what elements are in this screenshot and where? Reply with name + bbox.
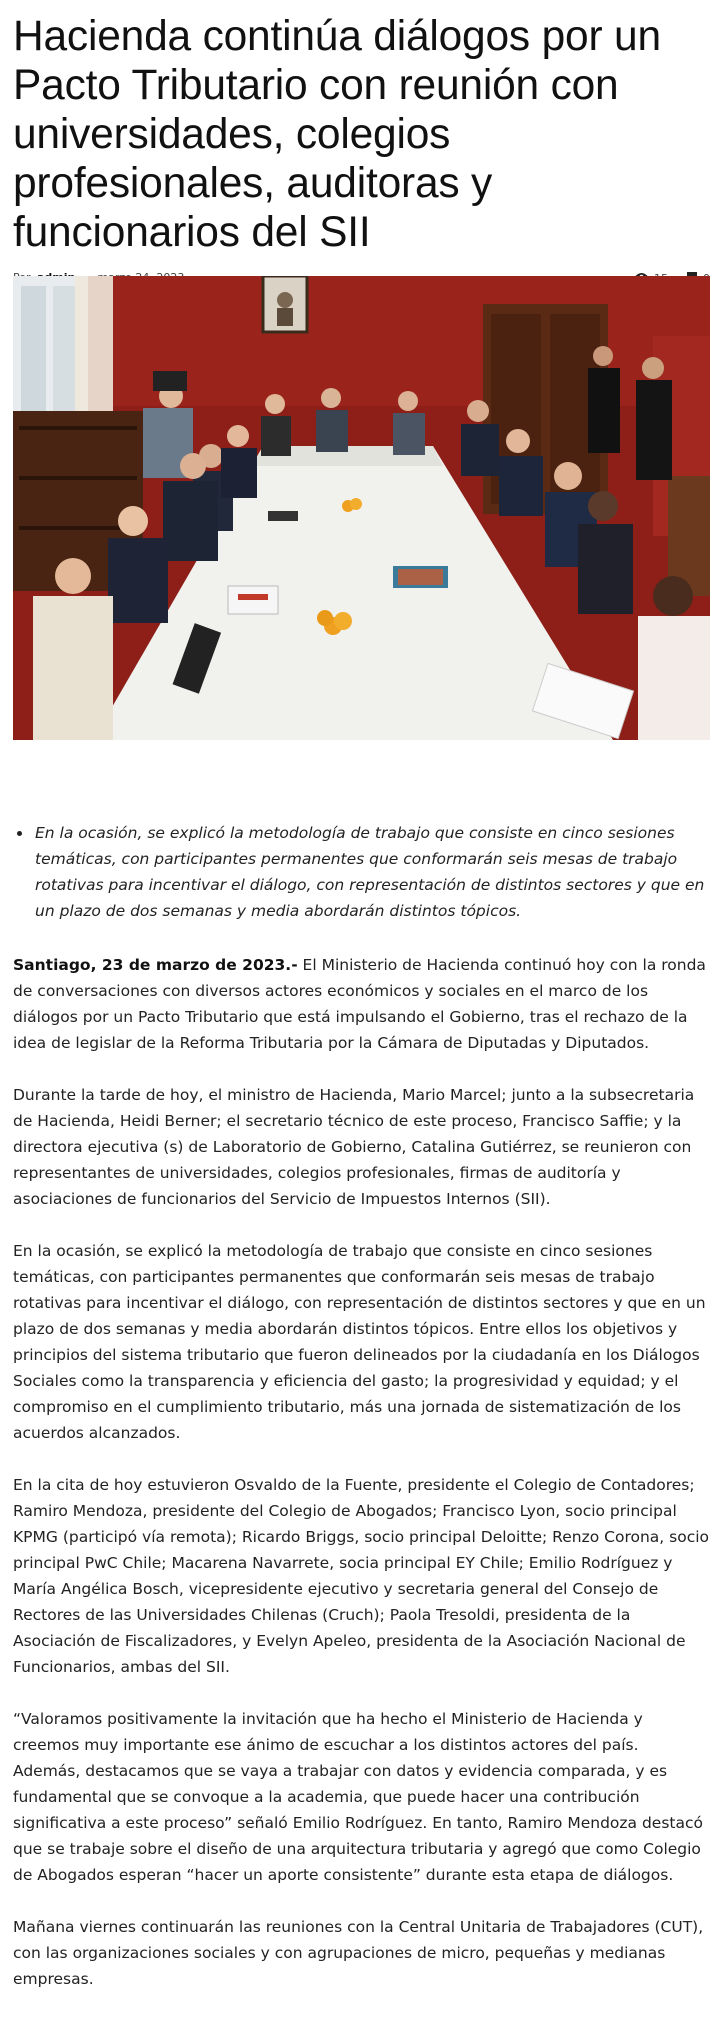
article-paragraph: Mañana viernes continuarán las reuniones con la Central Unitaria de Trabajadores (CUT), con las organizaciones sociales y con agrupaciones de micro, pequeñas y medianas empresas. — [13, 1918, 704, 1988]
article-title: Hacienda continúa diálogos por un Pacto Tributario con reunión con universidades, colegios profesionales, auditoras y funcionarios del SII — [13, 13, 661, 256]
article-paragraph: En la cita de hoy estuvieron Osvaldo de la Fuente, presidente el Colegio de Contadores; Ramiro Mendoza, presidente del Colegio de Abogados; Francisco Lyon, socio principal KPMG (participó vía remota); Ricardo Briggs, socio principal Deloitte; Renzo Corona, socio principal PwC Chile; Macarena Navarrete, socia principal EY Chile; Emilio Rodríguez y María Angélica Bosch, vicepresidente ejecutivo y secretaria general del Consejo de Rectores de las Universidades Chilenas (Cruch); Paola Tresoldi, presidenta de la Asociación de Fiscalizadores, y Evelyn Apeleo, presidenta de la Asociación Nacional de Funcionarios, ambas del SII. — [13, 1476, 710, 1676]
article-paragraph: “Valoramos positivamente la invitación que ha hecho el Ministerio de Hacienda y creemos muy importante ese ánimo de escuchar a los distintos actores del país. Además, destacamos que se vaya a trabajar con datos y evidencia comparada, y es fundamental que se convoque a la academia, que puede hacer una contribución significativa a este proceso” señaló Emilio Rodríguez. En tanto, Ramiro Mendoza destacó que se trabaje sobre el diseño de una arquitectura tributaria y agregó que como Colegio de Abogados esperan “hacer un aporte consistente” durante esta etapa de diálogos. — [13, 1710, 703, 1884]
article-summary-list — [13, 820, 710, 924]
dateline: Santiago, 23 de marzo de 2023.- — [13, 956, 298, 974]
article-container — [13, 0, 710, 1988]
article-paragraph — [13, 952, 710, 1056]
paragraph-text: El Ministerio de Hacienda continuó hoy con la ronda de conversaciones con diversos actores económicos y sociales en el marco de los diálogos por un Pacto Tributario que está impulsando el Gobierno, tras el rechazo de la idea de legislar de la Reforma Tributaria por la Cámara de Diputadas y Diputados. — [13, 956, 706, 1052]
article-body — [13, 952, 710, 2018]
article-paragraph: Durante la tarde de hoy, el ministro de Hacienda, Mario Marcel; junto a la subsecretaria de Hacienda, Heidi Berner; el secretario técnico de este proceso, Francisco Saffie; y la directora ejecutiva (s) de Laboratorio de Gobierno, Catalina Gutiérrez, se reunieron con representantes de universidades, colegios profesionales, firmas de auditoría y asociaciones de funcionarios del Servicio de Impuestos Internos (SII). — [13, 1086, 695, 1208]
article-paragraph: En la ocasión, se explicó la metodología de trabajo que consiste en cinco sesiones temáticas, con participantes permanentes que conformarán seis mesas de trabajo rotativas para incentivar el diálogo, con representación de distintos sectores y que en un plazo de dos semanas y media abordarán distintos tópicos. Entre ellos los objetivos y principios del sistema tributario que fueron delineados por la ciudadanía en los Diálogos Sociales como la transparencia y eficiencia del gasto; la progresividad y equidad; y el compromiso en el cumplimiento tributario, más una jornada de sistematización de los acuerdos alcanzados. — [13, 1242, 706, 1442]
meeting-photo-illustration — [13, 276, 710, 740]
list-item: • En la ocasión, se explicó la metodología de trabajo que consiste en cinco sesiones temáticas, con participantes permanentes que conformarán seis mesas de trabajo rotativas para incentivar el diálogo, con representación de distintos sectores y que en un plazo de dos semanas y media abordarán distintos tópicos. — [33, 820, 710, 924]
featured-photo — [13, 276, 710, 740]
